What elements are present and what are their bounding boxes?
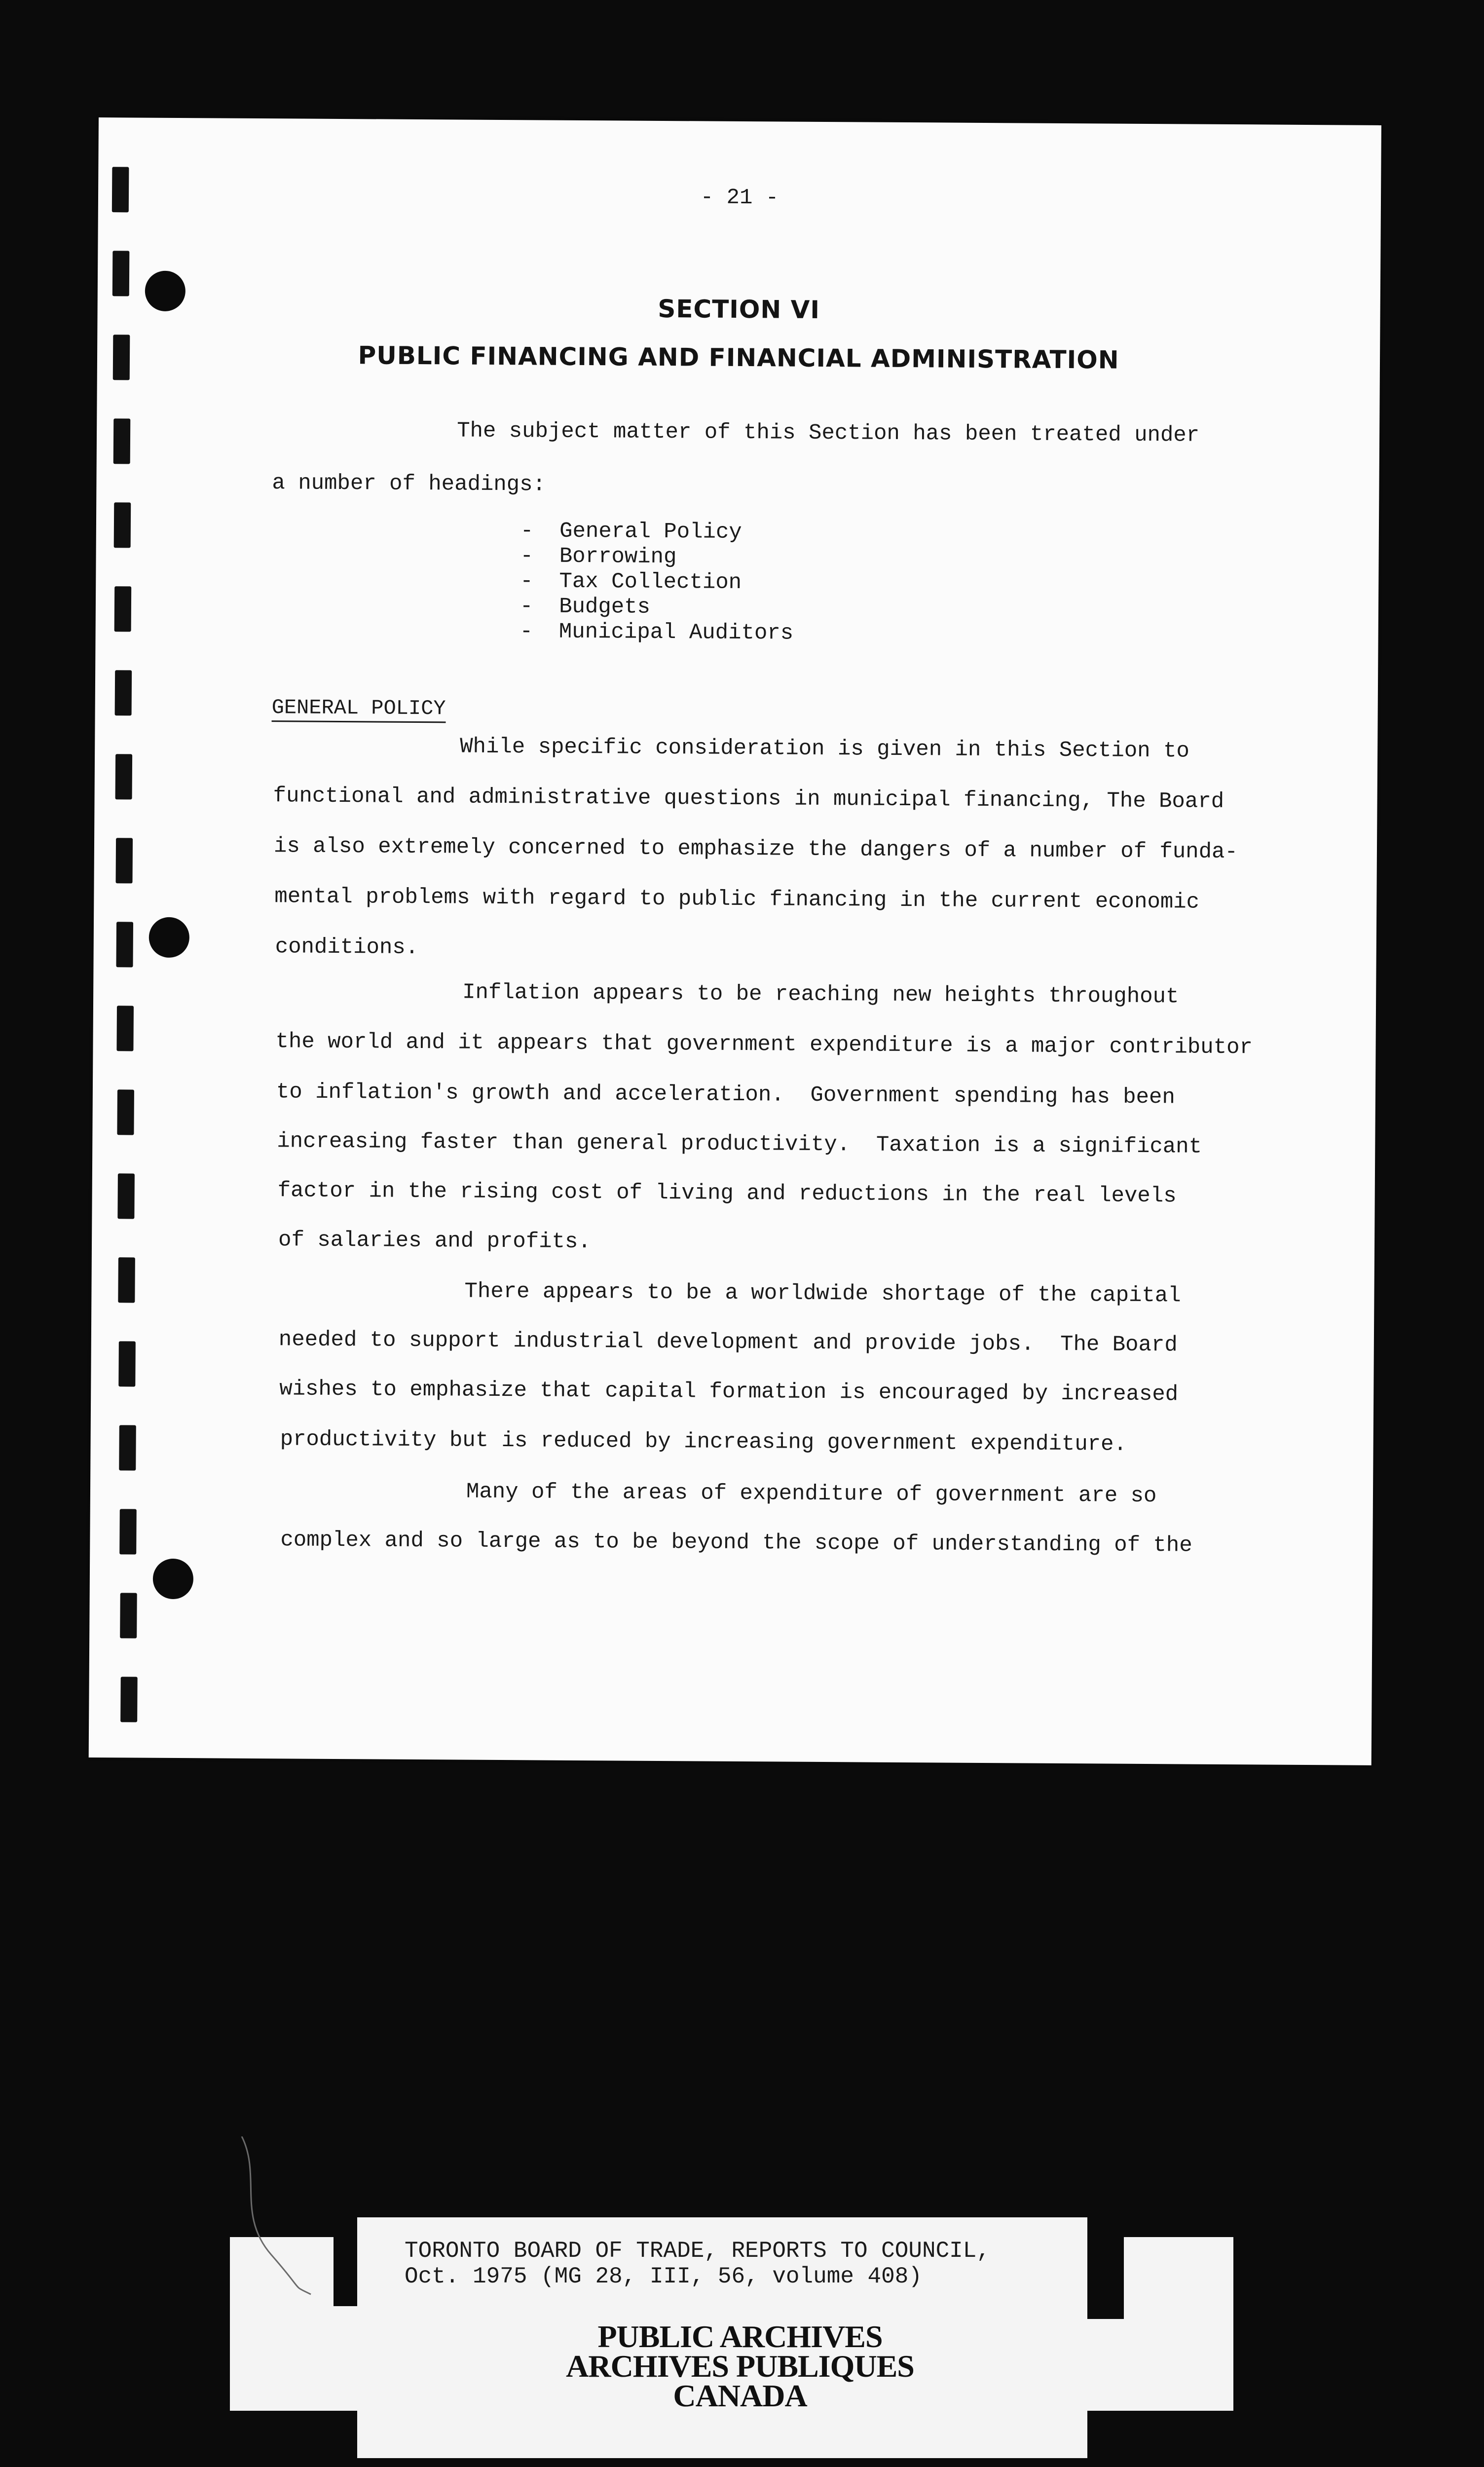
archive-label-scratch	[232, 2136, 331, 2299]
paragraph-3-line-3: wishes to emphasize that capital formation is encouraged by increased	[279, 1377, 1179, 1407]
paragraph-3-line-1: There appears to be a worldwide shortage of the capital	[464, 1279, 1181, 1308]
punch-hole-middle	[149, 917, 189, 958]
paragraph-4-line-2: complex and so large as to be beyond the scope of understanding of the	[280, 1528, 1192, 1558]
page-number: - 21 -	[700, 185, 779, 211]
archive-caption: TORONTO BOARD OF TRADE, REPORTS TO COUNCIL, Oct. 1975 (MG 28, III, 56, volume 408)	[405, 2238, 990, 2289]
section-title: PUBLIC FINANCING AND FINANCIAL ADMINISTRATION	[358, 341, 1119, 374]
document-page	[89, 117, 1381, 1765]
paragraph-1-line-5: conditions.	[275, 934, 419, 960]
section-number: SECTION VI	[658, 294, 820, 324]
intro-line-2: a number of headings:	[272, 471, 546, 497]
intro-line-1: The subject matter of this Section has been treated under	[456, 418, 1200, 448]
paragraph-2-line-5: factor in the rising cost of living and reductions in the real levels	[277, 1178, 1177, 1209]
list-item: - Borrowing	[520, 544, 677, 570]
general-policy-heading: GENERAL POLICY	[272, 695, 446, 723]
paragraph-2-line-4: increasing faster than general productivity. Taxation is a significant	[277, 1129, 1202, 1159]
headings-list	[519, 519, 794, 646]
paragraph-1-line-4: mental problems with regard to public financing in the current economic	[274, 884, 1200, 915]
public-archives-stamp: PUBLIC ARCHIVES ARCHIVES PUBLIQUES CANADA	[566, 2319, 914, 2413]
list-item: - Municipal Auditors	[519, 619, 794, 646]
paragraph-2-line-2: the world and it appears that government expenditure is a major contributor	[275, 1029, 1253, 1060]
list-item: - Tax Collection	[520, 569, 742, 595]
paragraph-1-line-3: is also extremely concerned to emphasize the dangers of a number of funda-	[273, 834, 1238, 865]
paragraph-4-line-1: Many of the areas of expenditure of government are so	[466, 1479, 1157, 1509]
binder-perforations	[99, 117, 1381, 125]
paragraph-3-line-4: productivity but is reduced by increasing government expenditure.	[280, 1427, 1127, 1457]
punch-hole-bottom	[153, 1559, 193, 1599]
paragraph-1-line-1: While specific consideration is given in this Section to	[460, 734, 1189, 764]
paragraph-2-line-1: Inflation appears to be reaching new heights throughout	[462, 980, 1179, 1009]
list-item: - Budgets	[519, 594, 651, 620]
paragraph-1-line-2: functional and administrative questions in municipal financing, The Board	[273, 784, 1224, 814]
paragraph-3-line-2: needed to support industrial development and provide jobs. The Board	[278, 1327, 1178, 1358]
paragraph-2-line-6: of salaries and profits.	[278, 1228, 591, 1255]
paragraph-2-line-3: to inflation's growth and acceleration. Government spending has been	[276, 1080, 1175, 1110]
list-item: - General Policy	[520, 519, 742, 545]
